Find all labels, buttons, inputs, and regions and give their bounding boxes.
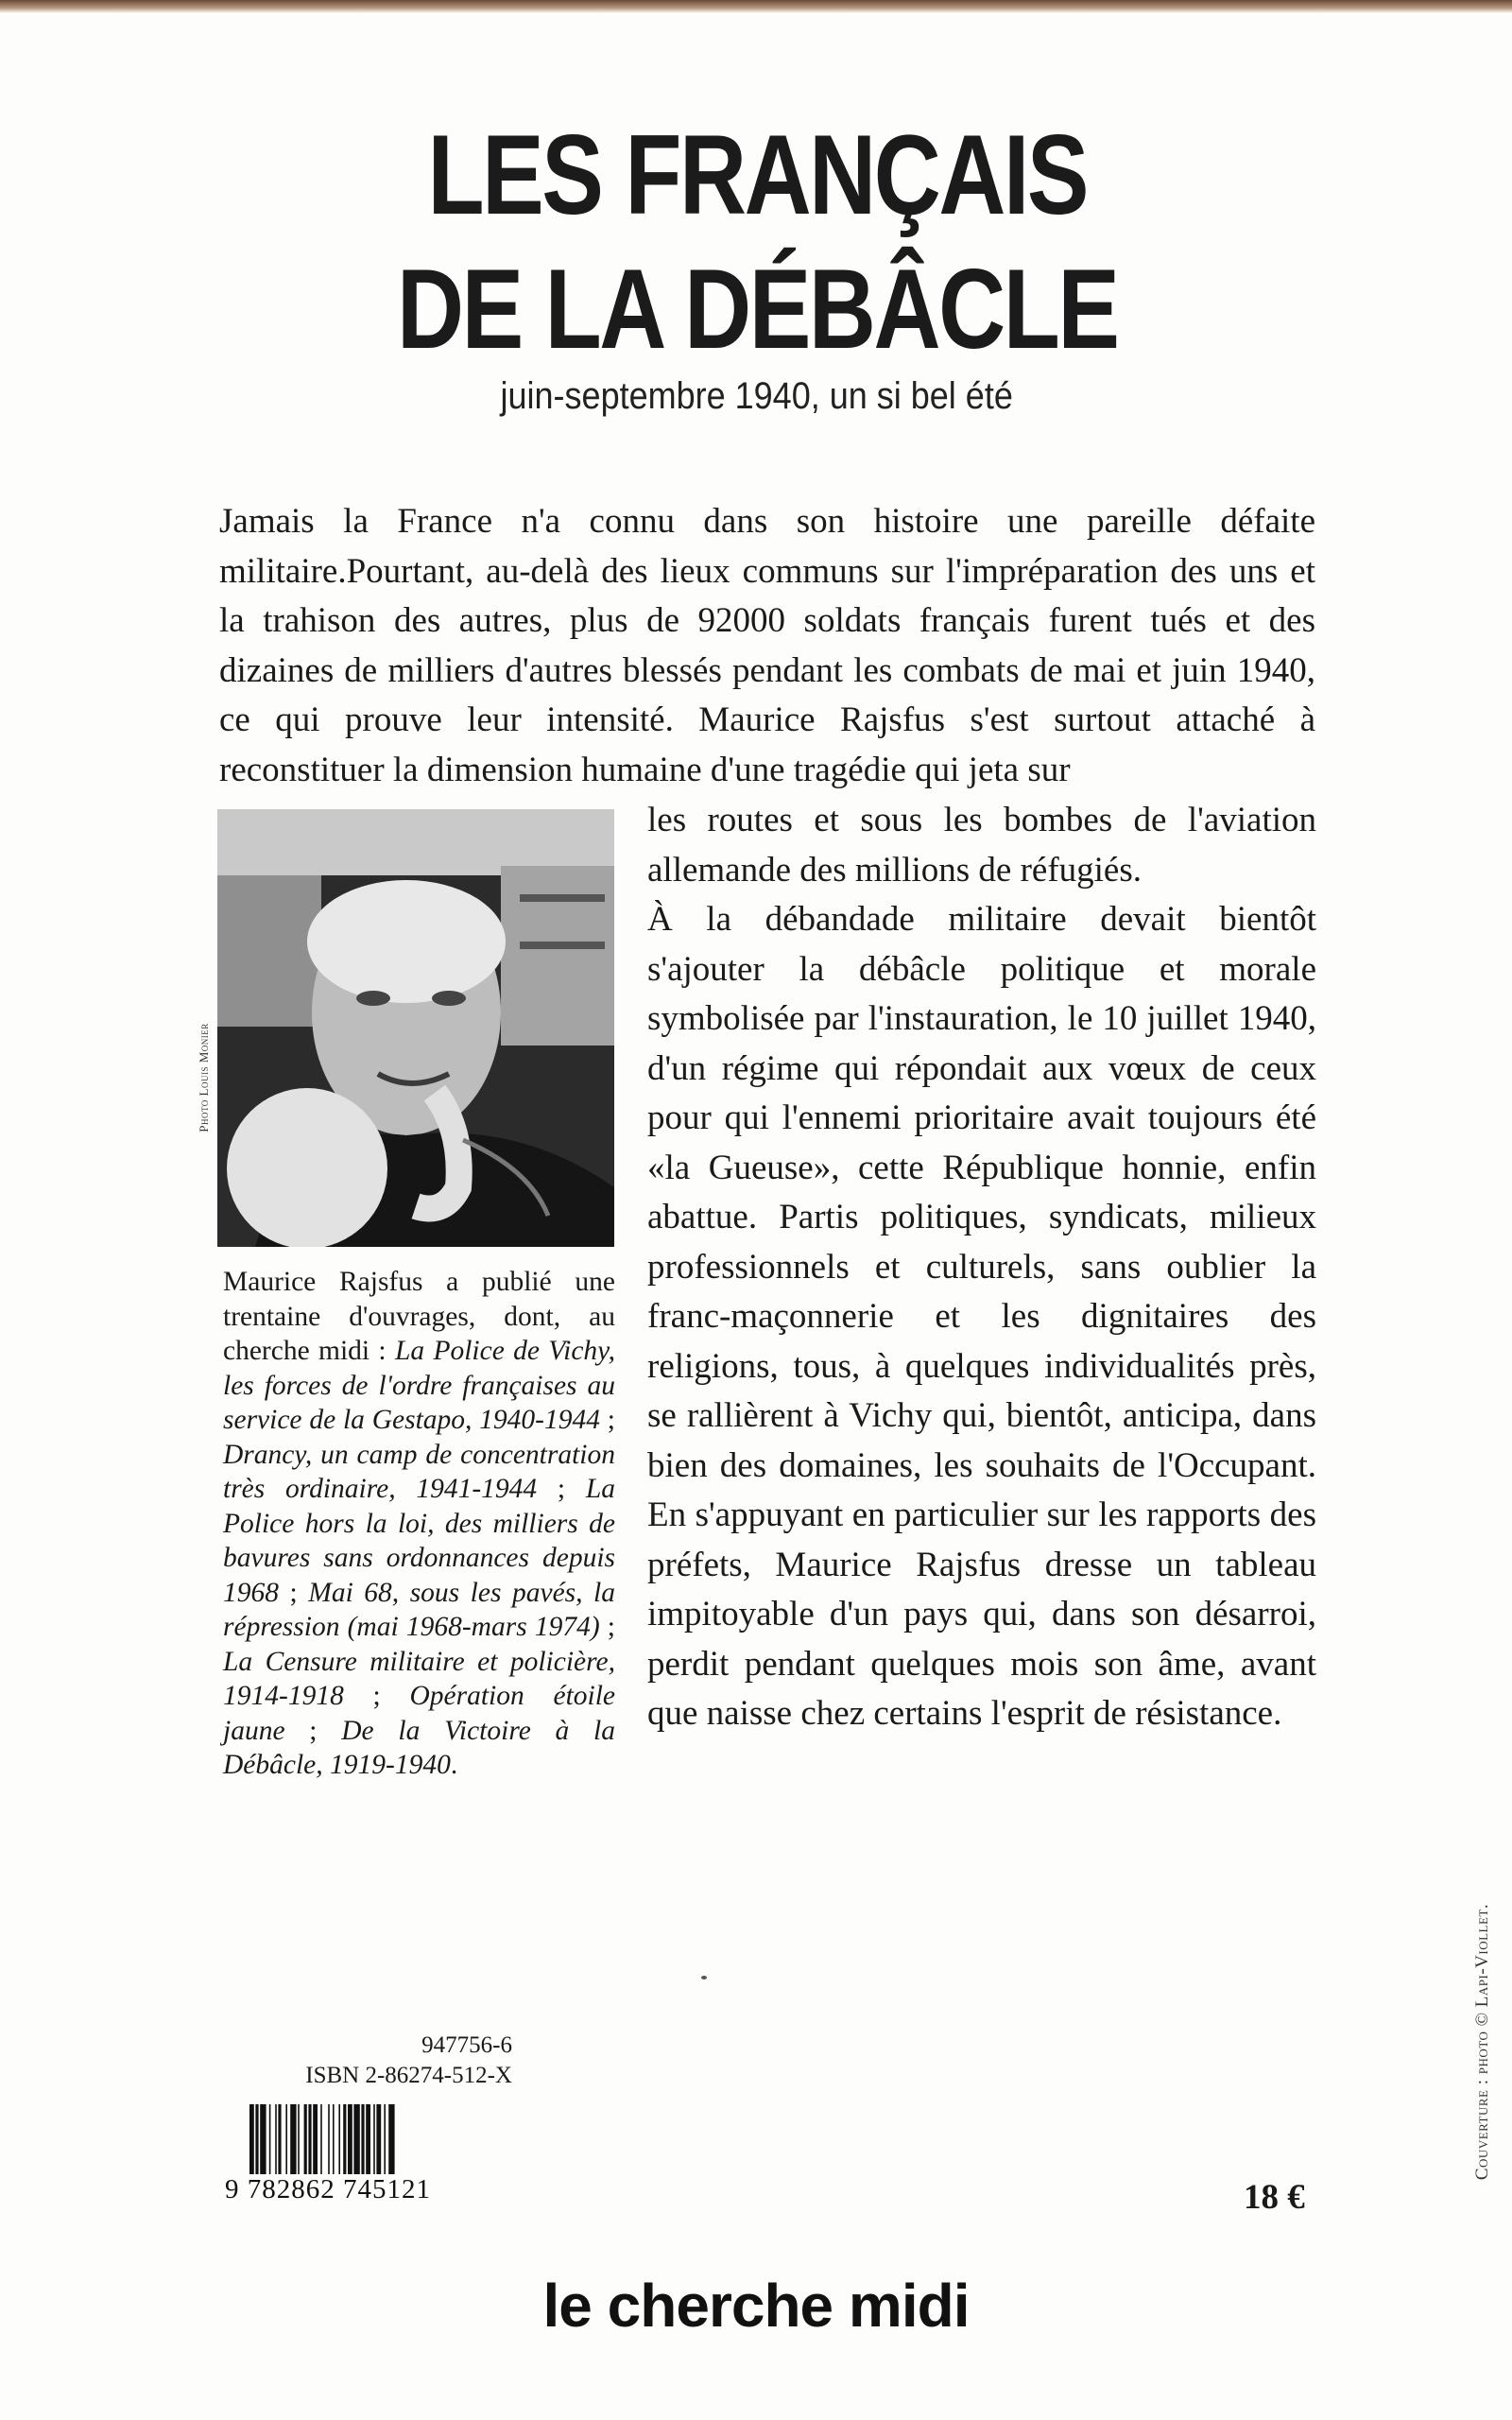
bio-intro: Maurice Rajsfus a publié une trentaine d'ouvrages, dont, au cherche midi :	[223, 1267, 615, 1366]
photo-credit-text: Photo Louis Monier	[197, 1023, 211, 1132]
book-subtitle: juin-septembre 1940, un si bel été	[500, 375, 1013, 417]
bio-book-title: Mai 68, sous les pavés, la répression (mai 1968-mars 1974)	[223, 1577, 615, 1642]
bio-book-title: La Censure militaire et policière, 1914-1918	[223, 1646, 615, 1711]
bio-book-title: Opération étoile jaune	[223, 1681, 616, 1746]
book-title-line-1: LES FRANÇAIS	[427, 112, 1088, 238]
book-title-line-2: DE LA DÉBÂCLE	[396, 246, 1118, 372]
bio-separator: ;	[343, 1681, 410, 1711]
blurb-paragraph-right-2: À la débandade militaire devait bientôt s'ajouter la débâcle politique et morale symbolisée par l'instauration, le 10 juillet 1940, d'un régime qui répondait aux vœux de ceux pour qui l'ennemi prioritaire avait toujours été «la Gueuse», cette République honnie, enfin abattue. Partis politiques, syndicats, milieux professionnels et culturels, sans oublier la franc-maçonnerie et les dignitaires des religions, tous, à quelques individualités près, se rallièrent à Vichy qui, bientôt, anticipa, dans bien des domaines, les souhaits de l'Occupant. En s'appuyant en particulier sur les rapports des préfets, Maurice Rajsfus dresse un tableau impitoyable d'un pays qui, dans son désarroi, perdit pendant quelques mois son âme, avant que naisse chez certains l'esprit de résistance.	[647, 900, 1316, 1733]
bio-separator: ;	[599, 1612, 615, 1642]
price: 18 €	[1244, 2178, 1305, 2217]
bio-end: .	[450, 1750, 458, 1780]
blurb-paragraph-right	[647, 796, 1316, 1739]
isbn-block	[248, 2031, 512, 2091]
blurb-paragraph-right-1: les routes et sous les bombes de l'aviation allemande des millions de réfugiés.	[647, 801, 1316, 890]
bio-book-title: La Police de Vichy, les forces de l'ordre françaises au service de la Gestapo, 1940-1944	[223, 1336, 616, 1435]
barcode-digits: 9 782862 745121	[225, 2174, 431, 2204]
top-edge	[0, 0, 1512, 13]
author-photo	[217, 809, 614, 1247]
bio-separator: ;	[284, 1715, 342, 1746]
bio-separator: ;	[279, 1577, 309, 1608]
publisher-logo: le cherche midi	[542, 2272, 970, 2340]
product-code: 947756-6	[421, 2032, 512, 2058]
bio-book-title: La Police hors la loi, des milliers de bavures sans ordonnances depuis 1968	[223, 1474, 615, 1608]
bio-separator: ;	[537, 1474, 586, 1504]
isbn-number: ISBN 2-86274-512-X	[305, 2063, 512, 2088]
print-speck	[701, 1976, 707, 1979]
author-bio	[223, 1265, 615, 1783]
blurb-paragraph-top: Jamais la France n'a connu dans son histoire une pareille défaite militaire.Pourtant, au-delà des lieux communs sur l'impréparation des uns et la trahison des autres, plus de 92000 soldats français furent tués et des dizaines de milliers d'autres blessés pendant les combats de mai et juin 1940, ce qui prouve leur intensité. Maurice Rajsfus s'est surtout attaché à reconstituer la dimension humaine d'une tragédie qui jeta sur	[219, 502, 1315, 789]
bio-book-title: Drancy, un camp de concentration très ordinaire, 1941-1944	[223, 1439, 615, 1504]
bio-separator: ;	[600, 1405, 616, 1435]
bio-book-title: De la Victoire à la Débâcle, 1919-1940	[223, 1715, 615, 1780]
cover-credit-text: Couverture : photo © Lapi-Viollet.	[1472, 1903, 1492, 2181]
author-photo-illustration	[217, 809, 614, 1247]
